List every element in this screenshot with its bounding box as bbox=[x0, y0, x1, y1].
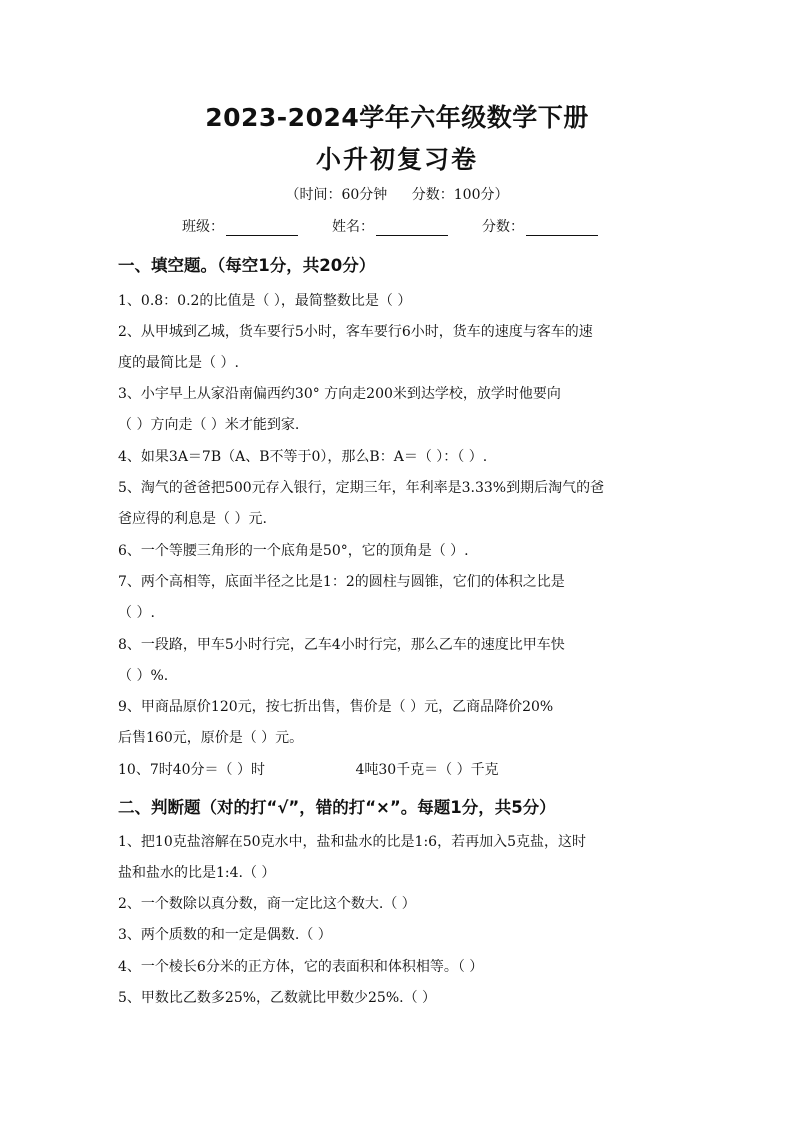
question-line: 1、把10克盐溶解在50克水中，盐和盐水的比是1:6，若再加入5克盐，这时 bbox=[118, 834, 586, 850]
question-line: 3、两个质数的和一定是偶数.（ ） bbox=[118, 927, 332, 943]
question-line: 盐和盐水的比是1:4.（ ） bbox=[118, 865, 276, 881]
total-score: 分数：100分） bbox=[411, 187, 509, 203]
question-line: 后售160元，原价是（ ）元。 bbox=[118, 730, 304, 746]
question-line: （ ）. bbox=[118, 605, 155, 621]
question-line: 爸应得的利息是（ ）元. bbox=[118, 511, 267, 527]
class-label: 班级： bbox=[182, 219, 224, 235]
section-heading-true-false: 二、判断题（对的打“√”，错的打“×”。每题1分，共5分） bbox=[118, 798, 556, 817]
question-line: 5、淘气的爸爸把500元存入银行，定期三年，年利率是3.33%到期后淘气的爸 bbox=[118, 480, 605, 496]
score-blank[interactable] bbox=[526, 219, 598, 236]
name-blank[interactable] bbox=[376, 219, 448, 236]
question-line: 7、两个高相等，底面半径之比是1：2的圆柱与圆锥，它们的体积之比是 bbox=[118, 574, 565, 590]
class-blank[interactable] bbox=[226, 219, 298, 236]
exam-title: 2023-2024学年六年级数学下册 bbox=[205, 103, 589, 132]
question-10-part-a: 10、7时40分＝（ ）时 bbox=[118, 762, 265, 778]
exam-subtitle: 小升初复习卷 bbox=[315, 145, 478, 174]
score-field[interactable] bbox=[482, 216, 598, 236]
question-line: （ ）%. bbox=[118, 668, 169, 684]
question-line: 2、从甲城到乙城，货车要行5小时，客车要行6小时，货车的速度与客车的速 bbox=[118, 324, 593, 340]
question-line: 8、一段路，甲车5小时行完，乙车4小时行完，那么乙车的速度比甲车快 bbox=[118, 637, 565, 653]
score-label: 分数： bbox=[482, 219, 524, 235]
student-info-fields bbox=[182, 216, 598, 236]
question-line: 度的最简比是（ ）. bbox=[118, 355, 239, 371]
question-line: 4、如果3A＝7B（A、B不等于0），那么B：A＝（ ）：（ ）. bbox=[118, 449, 488, 465]
question-line: （ ）方向走（ ）米才能到家. bbox=[118, 417, 300, 433]
question-line: 1、0.8：0.2的比值是（ ），最简整数比是（ ） bbox=[118, 293, 412, 309]
exam-meta bbox=[0, 184, 794, 204]
section-heading-fill-blank: 一、填空题。（每空1分，共20分） bbox=[118, 256, 376, 275]
time-limit: （时间：60分钟 bbox=[285, 187, 388, 203]
question-line: 6、一个等腰三角形的一个底角是50°，它的顶角是（ ）. bbox=[118, 543, 469, 559]
question-line: 4、一个棱长6分米的正方体，它的表面积和体积相等。（ ） bbox=[118, 959, 484, 975]
name-field[interactable] bbox=[332, 216, 448, 236]
question-line: 2、一个数除以真分数，商一定比这个数大.（ ） bbox=[118, 896, 416, 912]
question-line: 3、小宇早上从家沿南偏西约30° 方向走200米到达学校，放学时他要向 bbox=[118, 386, 561, 402]
class-field[interactable] bbox=[182, 216, 298, 236]
question-line-10 bbox=[118, 759, 499, 779]
name-label: 姓名： bbox=[332, 219, 374, 235]
question-line: 5、甲数比乙数多25%，乙数就比甲数少25%.（ ） bbox=[118, 990, 437, 1006]
question-10-part-b: 4吨30千克＝（ ）千克 bbox=[355, 762, 499, 778]
question-line: 9、甲商品原价120元，按七折出售，售价是（ ）元，乙商品降价20% bbox=[118, 699, 554, 715]
